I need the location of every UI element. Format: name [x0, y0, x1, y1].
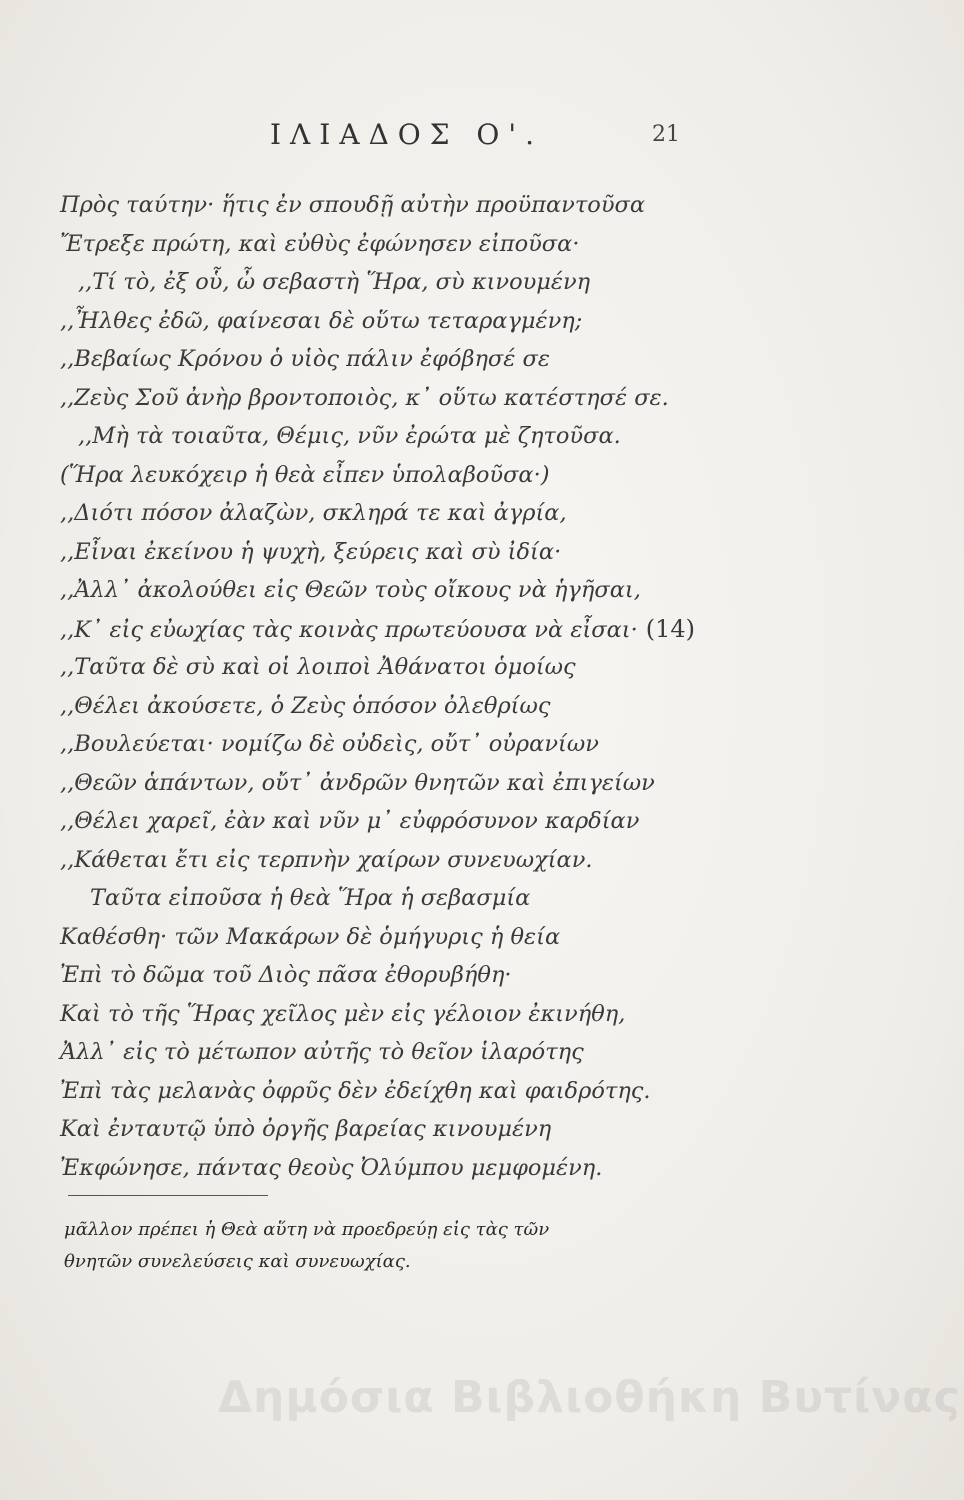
verse-line: ,,Βουλεύεται· νομίζω δὲ οὐδεὶς, οὔτ᾽ οὐρανίων	[60, 731, 599, 757]
verse-block	[60, 186, 700, 1187]
verse-line: Ἐπὶ τὸ δῶμα τοῦ Διὸς πᾶσα ἐθορυβήθη·	[60, 962, 512, 988]
verse-line: ,,Θέλει χαρεῖ, ἐὰν καὶ νῦν μ᾽ εὐφρόσυνον καρδίαν	[60, 808, 640, 834]
verse-line: ,,Ζεὺς Σοῦ ἀνὴρ βροντοποιὸς, κ᾽ οὕτω κατέστησέ σε.	[60, 384, 669, 411]
verse-line: Ἐκφώνησε, πάντας θεοὺς Ὀλύμπου μεμφομένη.	[60, 1154, 603, 1181]
verse-line-with-note	[60, 610, 700, 649]
verse-line: Πρὸς ταύτην· ἥτις ἐν σπουδῇ αὐτὴν προϋπαντοῦσα	[60, 192, 646, 218]
verse-text: ,,Κ᾽ εἰς εὐωχίας τὰς κοινὰς πρωτεύουσα νὰ εἶσαι·	[60, 616, 638, 643]
footnote	[64, 1214, 704, 1278]
verse-line: ,,Θέλει ἀκούσετε, ὁ Ζεὺς ὁπόσον ὀλεθρίως	[60, 692, 551, 719]
verse-line: Ἔτρεξε πρώτη, καὶ εὐθὺς ἐφώνησεν εἰποῦσα·	[60, 230, 580, 257]
verse-line: Καθέσθη· τῶν Μακάρων δὲ ὁμήγυρις ἡ θεία	[60, 923, 561, 950]
verse-line: ,,Ταῦτα δὲ σὺ καὶ οἱ λοιποὶ Ἀθάνατοι ὁμοίως	[60, 654, 576, 680]
verse-line: ,,Κάθεται ἔτι εἰς τερπνὴν χαίρων συνευωχίαν.	[60, 846, 593, 873]
footnote-line: θνητῶν συνελεύσεις καὶ συνευωχίας.	[64, 1251, 411, 1272]
verse-line: Καὶ τὸ τῆς Ἥρας χεῖλος μὲν εἰς γέλοιον ἐκινήθη,	[60, 1000, 626, 1027]
verse-line: Ταῦτα εἰποῦσα ἡ θεὰ Ἥρα ἡ σεβασμία	[90, 885, 531, 911]
verse-line: (Ἥρα λευκόχειρ ἡ θεὰ εἶπεν ὑπολαβοῦσα·)	[60, 461, 550, 488]
page-header	[60, 118, 680, 168]
verse-line: ,,Θεῶν ἁπάντων, οὔτ᾽ ἀνδρῶν θνητῶν καὶ ἐπιγείων	[60, 769, 655, 796]
footnote-divider	[68, 1195, 268, 1196]
page-number: 21	[652, 122, 680, 147]
verse-line: ,,Ἦλθες ἐδῶ, φαίνεσαι δὲ οὕτω τεταραγμένη;	[60, 307, 583, 334]
verse-line: ,,Μὴ τὰ τοιαῦτα, Θέμις, νῦν ἐρώτα μὲ ζητοῦσα.	[78, 423, 621, 449]
footnote-marker: (14)	[645, 614, 696, 643]
verse-line: ,,Τί τὸ, ἐξ οὗ, ὦ σεβαστὴ Ἥρα, σὺ κινουμένη	[78, 269, 591, 295]
library-watermark: Δημόσια Βιβλιοθήκη Βυτίνας	[218, 1372, 961, 1423]
verse-line: Ἀλλ᾽ εἰς τὸ μέτωπον αὐτῆς τὸ θεῖον ἱλαρότης	[60, 1039, 584, 1065]
verse-line: ,,Διότι πόσον ἀλαζὼν, σκληρά τε καὶ ἀγρία,	[60, 500, 567, 526]
verse-line: ,,Βεβαίως Κρόνου ὁ υἱὸς πάλιν ἐφόβησέ σε	[60, 346, 550, 372]
running-title: ΙΛΙΑΔΟΣ Ο'.	[270, 118, 543, 151]
verse-line: ,,Ἀλλ᾽ ἀκολούθει εἰς Θεῶν τοὺς οἴκους νὰ ἡγῆσαι,	[60, 577, 641, 603]
verse-line: ,,Εἶναι ἐκείνου ἡ ψυχὴ, ξεύρεις καὶ σὺ ἰδία·	[60, 538, 562, 565]
verse-line: Καὶ ἐνταυτῷ ὑπὸ ὀργῆς βαρείας κινουμένη	[60, 1116, 552, 1142]
footnote-line: μᾶλλον πρέπει ἡ Θεὰ αὕτη νὰ προεδρεύῃ εἰς τὰς τῶν	[64, 1219, 550, 1240]
verse-line: Ἐπὶ τὰς μελανὰς ὀφρῦς δὲν ἐδείχθη καὶ φαιδρότης.	[60, 1077, 651, 1104]
